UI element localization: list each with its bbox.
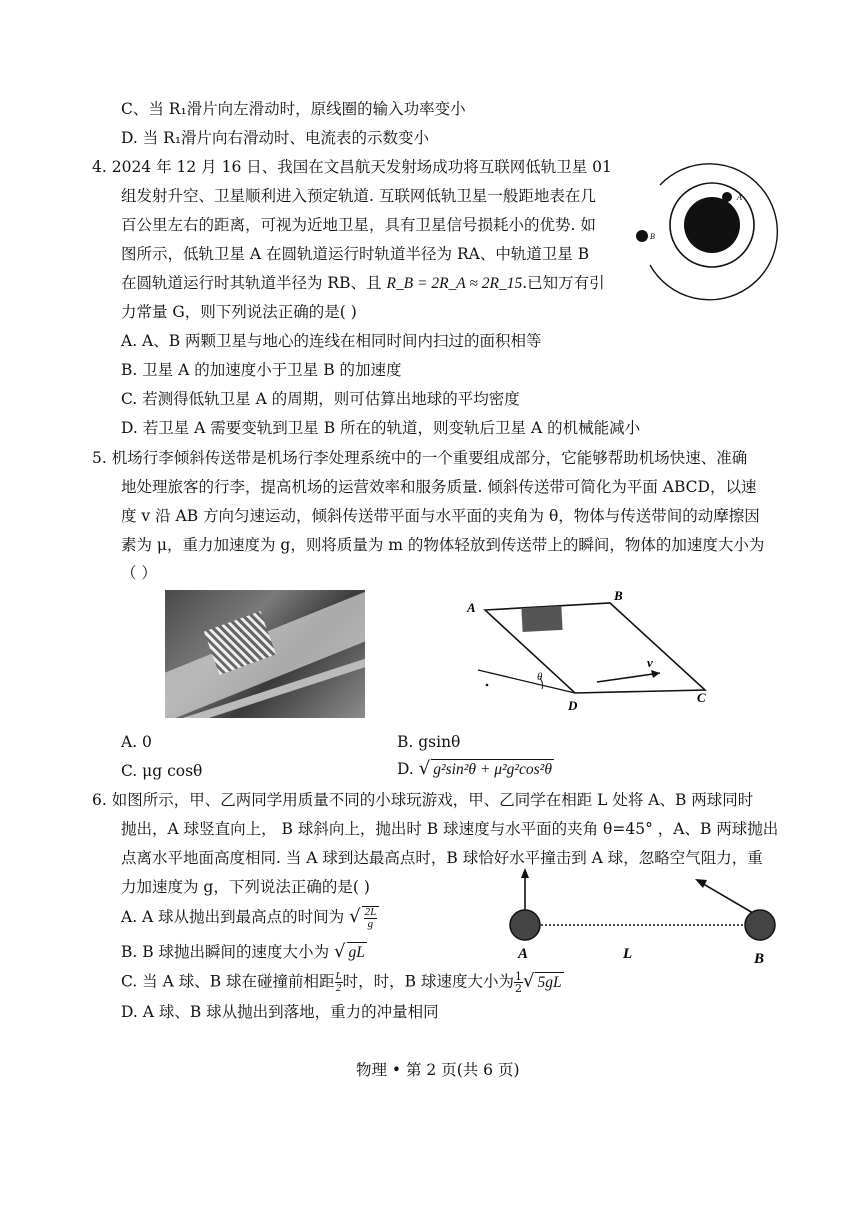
q6-ball-b bbox=[745, 910, 775, 940]
q6-option-c-fraction bbox=[335, 971, 343, 994]
q6-option-c-denominator: 2 bbox=[335, 982, 342, 994]
q6-b-arrowhead bbox=[695, 879, 707, 888]
q5-velocity-arrow bbox=[597, 673, 660, 682]
sqrt-icon: √ bbox=[334, 941, 346, 962]
q6-stem-line4: 力加速度为 g，下列说法正确的是( ) bbox=[121, 878, 370, 896]
q4-stem-line2: 组发射升空、卫星顺利进入预定轨道. 互联网低轨卫星一般距地表在几 bbox=[121, 187, 596, 205]
q4-orbit-figure bbox=[620, 155, 780, 315]
q4-satellite-a bbox=[722, 192, 732, 202]
q5-dot bbox=[486, 684, 489, 687]
q5-conveyor-diagram bbox=[460, 585, 720, 715]
q6-option-a-text: A. A 球从抛出到最高点的时间为 bbox=[121, 908, 345, 926]
q4-stem-line6: 力常量 G，则下列说法正确的是( ) bbox=[121, 303, 357, 321]
q4-line5-post: .已知万有引 bbox=[522, 274, 605, 292]
q5-label-d: D bbox=[568, 698, 578, 713]
q4-stem-line1: 4. 2024 年 12 月 16 日、我国在文昌航天发射场成功将互联网低轨卫星 01 bbox=[92, 158, 612, 176]
q4-option-a: A. A、B 两颗卫星与地心的连线在相同时间内扫过的面积相等 bbox=[121, 332, 542, 350]
q6-balls-figure bbox=[505, 868, 795, 973]
q6-b-velocity-arrow bbox=[700, 882, 753, 913]
q6-label-l: L bbox=[623, 946, 633, 962]
sqrt-icon: √ bbox=[418, 758, 431, 779]
q6-option-d: D. A 球、B 球从抛出到落地，重力的冲量相同 bbox=[121, 1003, 439, 1021]
q6-option-b-formula: gL bbox=[348, 944, 365, 961]
q4-stem-line3: 百公里左右的距离，可视为近地卫星，具有卫星信号损耗小的优势. 如 bbox=[121, 216, 596, 234]
q6-option-a-fraction bbox=[362, 906, 380, 930]
q6-label-a: A bbox=[518, 946, 529, 962]
q3-option-c: C、当 R₁滑片向左滑动时，原线圈的输入功率变小 bbox=[121, 100, 466, 118]
q6-label-b: B bbox=[754, 951, 765, 967]
q5-conveyor-photo bbox=[165, 590, 365, 718]
q6-option-b bbox=[121, 942, 367, 963]
q5-label-theta: θ bbox=[537, 671, 543, 683]
q6-stem-line1: 6. 如图所示，甲、乙两同学用质量不同的小球玩游戏，甲、乙同学在相距 L 处将 A、B 两球同时 bbox=[92, 791, 754, 809]
q5-option-a: A. 0 bbox=[121, 733, 152, 751]
q6-option-c-half-num: 1 bbox=[514, 970, 522, 983]
q6-option-a-denominator: g bbox=[367, 918, 374, 930]
q4-satellite-b bbox=[636, 230, 648, 242]
q5-label-a: A bbox=[467, 600, 476, 615]
q5-stem-line5: （ ） bbox=[121, 564, 157, 582]
q5-label-b: B bbox=[614, 588, 623, 603]
sqrt-icon: √ bbox=[349, 906, 361, 927]
q4-option-c: C. 若测得低轨卫星 A 的周期，则可估算出地球的平均密度 bbox=[121, 390, 520, 408]
q6-option-c-half bbox=[514, 971, 523, 994]
q6-option-c bbox=[121, 971, 564, 994]
q6-ball-a bbox=[510, 910, 540, 940]
page-footer: 物理 • 第 2 页(共 6 页) bbox=[356, 1061, 520, 1079]
q5-stem-line1: 5. 机场行李倾斜传送带是机场行李处理系统中的一个重要组成部分，它能够帮助机场快速、准确 bbox=[92, 449, 748, 467]
q4-label-b: B bbox=[650, 232, 655, 241]
q6-option-a-numerator: 2L bbox=[364, 906, 377, 918]
q5-stem-line2: 地处理旅客的行李，提高机场的运营效率和服务质量. 倾斜传送带可简化为平面 ABCD，以速 bbox=[121, 478, 757, 496]
q4-label-a: A bbox=[737, 193, 742, 202]
q6-a-arrowhead bbox=[521, 868, 529, 878]
q5-horizontal-line bbox=[478, 670, 575, 693]
q5-option-d bbox=[397, 759, 554, 780]
q4-stem-line4: 图所示，低轨卫星 A 在圆轨道运行时轨道半径为 RA、中轨道卫星 B bbox=[121, 245, 590, 263]
q5-stem-line3: 度 v 沿 AB 方向匀速运动，倾斜传送带平面与水平面的夹角为 θ，物体与传送带间的动摩擦因 bbox=[121, 507, 760, 525]
q4-line5-pre: 在圆轨道运行时其轨道半径为 RB、且 bbox=[121, 274, 382, 292]
q5-label-v: v bbox=[647, 655, 653, 670]
q6-stem-line3: 点离水平地面高度相同. 当 A 球到达最高点时，B 球恰好水平撞击到 A 球，忽略空气阻力，重 bbox=[121, 849, 763, 867]
q4-stem-line5 bbox=[121, 273, 605, 294]
q4-radius-equation: R_B = 2R_A ≈ 2R_15 bbox=[386, 275, 523, 292]
q3-option-d: D. 当 R₁滑片向右滑动时、电流表的示数变小 bbox=[121, 129, 430, 147]
q4-option-d: D. 若卫星 A 需要变轨到卫星 B 所在的轨道，则变轨后卫星 A 的机械能减小 bbox=[121, 419, 641, 437]
q6-option-c-text: C. 当 A 球、B 球在碰撞前相距 bbox=[121, 972, 335, 991]
q6-option-c-mid: 时，时，B 球速度大小为 bbox=[342, 972, 514, 991]
q6-option-c-half-den: 2 bbox=[514, 982, 522, 995]
q6-option-a bbox=[121, 906, 379, 930]
q6-option-b-text: B. B 球抛出瞬间的速度大小为 bbox=[121, 943, 330, 961]
q5-object bbox=[521, 606, 562, 632]
q5-label-c: C bbox=[697, 690, 706, 705]
q5-stem-line4: 素为 μ，重力加速度为 g，则将质量为 m 的物体轻放到传送带上的瞬间，物体的加速度大小为 bbox=[121, 536, 765, 554]
q4-option-b: B. 卫星 A 的加速度小于卫星 B 的加速度 bbox=[121, 361, 402, 379]
q6-stem-line2: 抛出，A 球竖直向上， B 球斜向上，抛出时 B 球速度与水平面的夹角 θ=45° ，A、B 两球抛出 bbox=[121, 820, 779, 838]
q5-option-d-prefix: D. bbox=[397, 760, 414, 778]
q5-option-b: B. gsinθ bbox=[397, 733, 461, 751]
q6-option-c-formula: 5gL bbox=[537, 973, 562, 991]
q4-earth bbox=[684, 197, 740, 253]
q6-option-c-numerator: L bbox=[335, 970, 342, 982]
q5-option-c: C. μg cosθ bbox=[121, 762, 203, 780]
q5-option-d-formula: g²sin²θ + μ²g²cos²θ bbox=[433, 761, 552, 778]
sqrt-icon: √ bbox=[522, 970, 535, 992]
